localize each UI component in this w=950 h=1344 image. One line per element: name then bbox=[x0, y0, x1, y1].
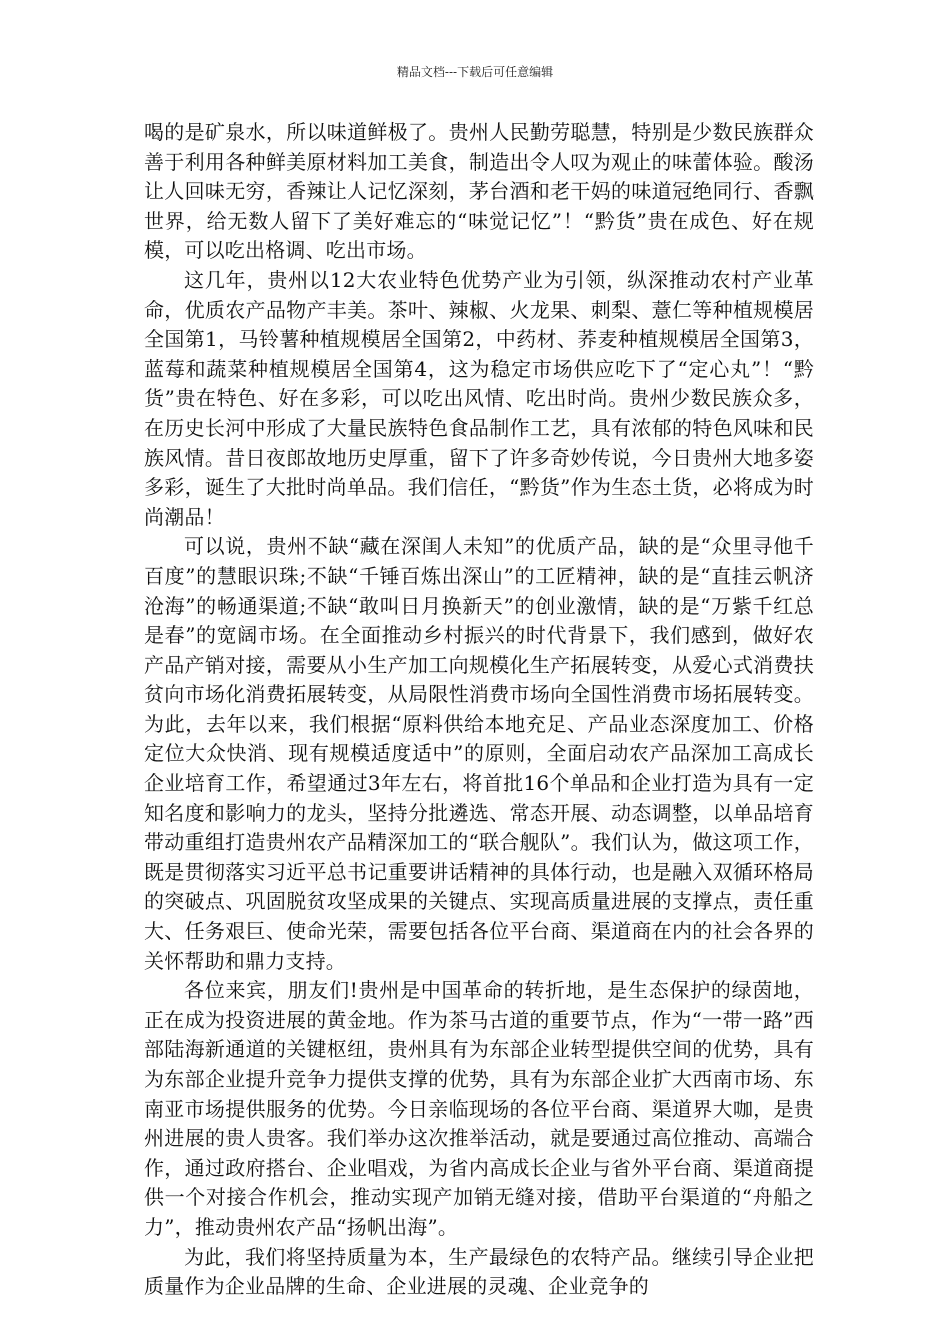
page-header-watermark: 精品文档---下载后可任意编辑 bbox=[396, 65, 554, 79]
document-body bbox=[144, 118, 814, 1302]
paragraph-2: 这几年，贵州以12大农业特色优势产业为引领，纵深推动农村产业革命，优质农产品物产丰美。茶叶、辣椒、火龙果、刺梨、薏仁等种植规模居全国第1，马铃薯种植规模居全国第2，中药材、荞麦种植规模居全国第3，蓝莓和蔬菜种植规模居全国第4，这为稳定市场供应吃下了“定心丸”！“黔货”贵在特色、好在多彩，可以吃出风情、吃出时尚。贵州少数民族众多，在历史长河中形成了大量民族特色食品制作工艺，具有浓郁的特色风味和民族风情。昔日夜郎故地历史厚重，留下了许多奇妙传说，今日贵州大地多姿多彩，诞生了大批时尚单品。我们信任，“黔货”作为生态土货，必将成为时尚潮品！ bbox=[144, 267, 814, 529]
paragraph-1: 喝的是矿泉水，所以味道鲜极了。贵州人民勤劳聪慧，特别是少数民族群众善于利用各种鲜美原材料加工美食，制造出令人叹为观止的味蕾体验。酸汤让人回味无穷，香辣让人记忆深刻，茅台酒和老干妈的味道冠绝同行、香飘世界，给无数人留下了美好难忘的“味觉记忆”！“黔货”贵在成色、好在规模，可以吃出格调、吃出市场。 bbox=[144, 120, 814, 263]
paragraph-3: 可以说，贵州不缺“藏在深闺人未知”的优质产品，缺的是“众里寻他千百度”的慧眼识珠;不缺“千锤百炼出深山”的工匠精神，缺的是“直挂云帆济沧海”的畅通渠道;不缺“敢叫日月换新天”的创业激情，缺的是“万紫千红总是春”的宽阔市场。在全面推动乡村振兴的时代背景下，我们感到，做好农产品产销对接，需要从小生产加工向规模化生产拓展转变，从爱心式消费扶贫向市场化消费拓展转变，从局限性消费市场向全国性消费市场拓展转变。为此，去年以来，我们根据“原料供给本地充足、产品业态深度加工、价格定位大众快消、现有规模适度适中”的原则，全面启动农产品深加工高成长企业培育工作，希望通过3年左右，将首批16个单品和企业打造为具有一定知名度和影响力的龙头，坚持分批遴选、常态开展、动态调整，以单品培育带动重组打造贵州农产品精深加工的“联合舰队”。我们认为，做这项工作，既是贯彻落实习近平总书记重要讲话精神的具体行动，也是融入双循环格局的突破点、巩固脱贫攻坚成果的关键点、实现高质量进展的支撑点，责任重大、任务艰巨、使命光荣，需要包括各位平台商、渠道商在内的社会各界的关怀帮助和鼎力支持。 bbox=[144, 534, 814, 973]
paragraph-5: 为此，我们将坚持质量为本，生产最绿色的农特产品。继续引导企业把质量作为企业品牌的生命、企业进展的灵魂、企业竞争的 bbox=[144, 1244, 814, 1299]
paragraph-4: 各位来宾，朋友们!贵州是中国革命的转折地，是生态保护的绿茵地，正在成为投资进展的黄金地。作为茶马古道的重要节点，作为“一带一路”西部陆海新通道的关键枢纽，贵州具有为东部企业转型提供空间的优势，具有为东部企业提升竞争力提供支撑的优势，具有为东部企业扩大西南市场、东南亚市场提供服务的优势。今日亲临现场的各位平台商、渠道界大咖，是贵州进展的贵人贵客。我们举办这次推举活动，就是要通过高位推动、高端合作，通过政府搭台、企业唱戏，为省内高成长企业与省外平台商、渠道商提供一个对接合作机会，推动实现产加销无缝对接，借助平台渠道的“舟船之力”，推动贵州农产品“扬帆出海”。 bbox=[144, 978, 814, 1239]
